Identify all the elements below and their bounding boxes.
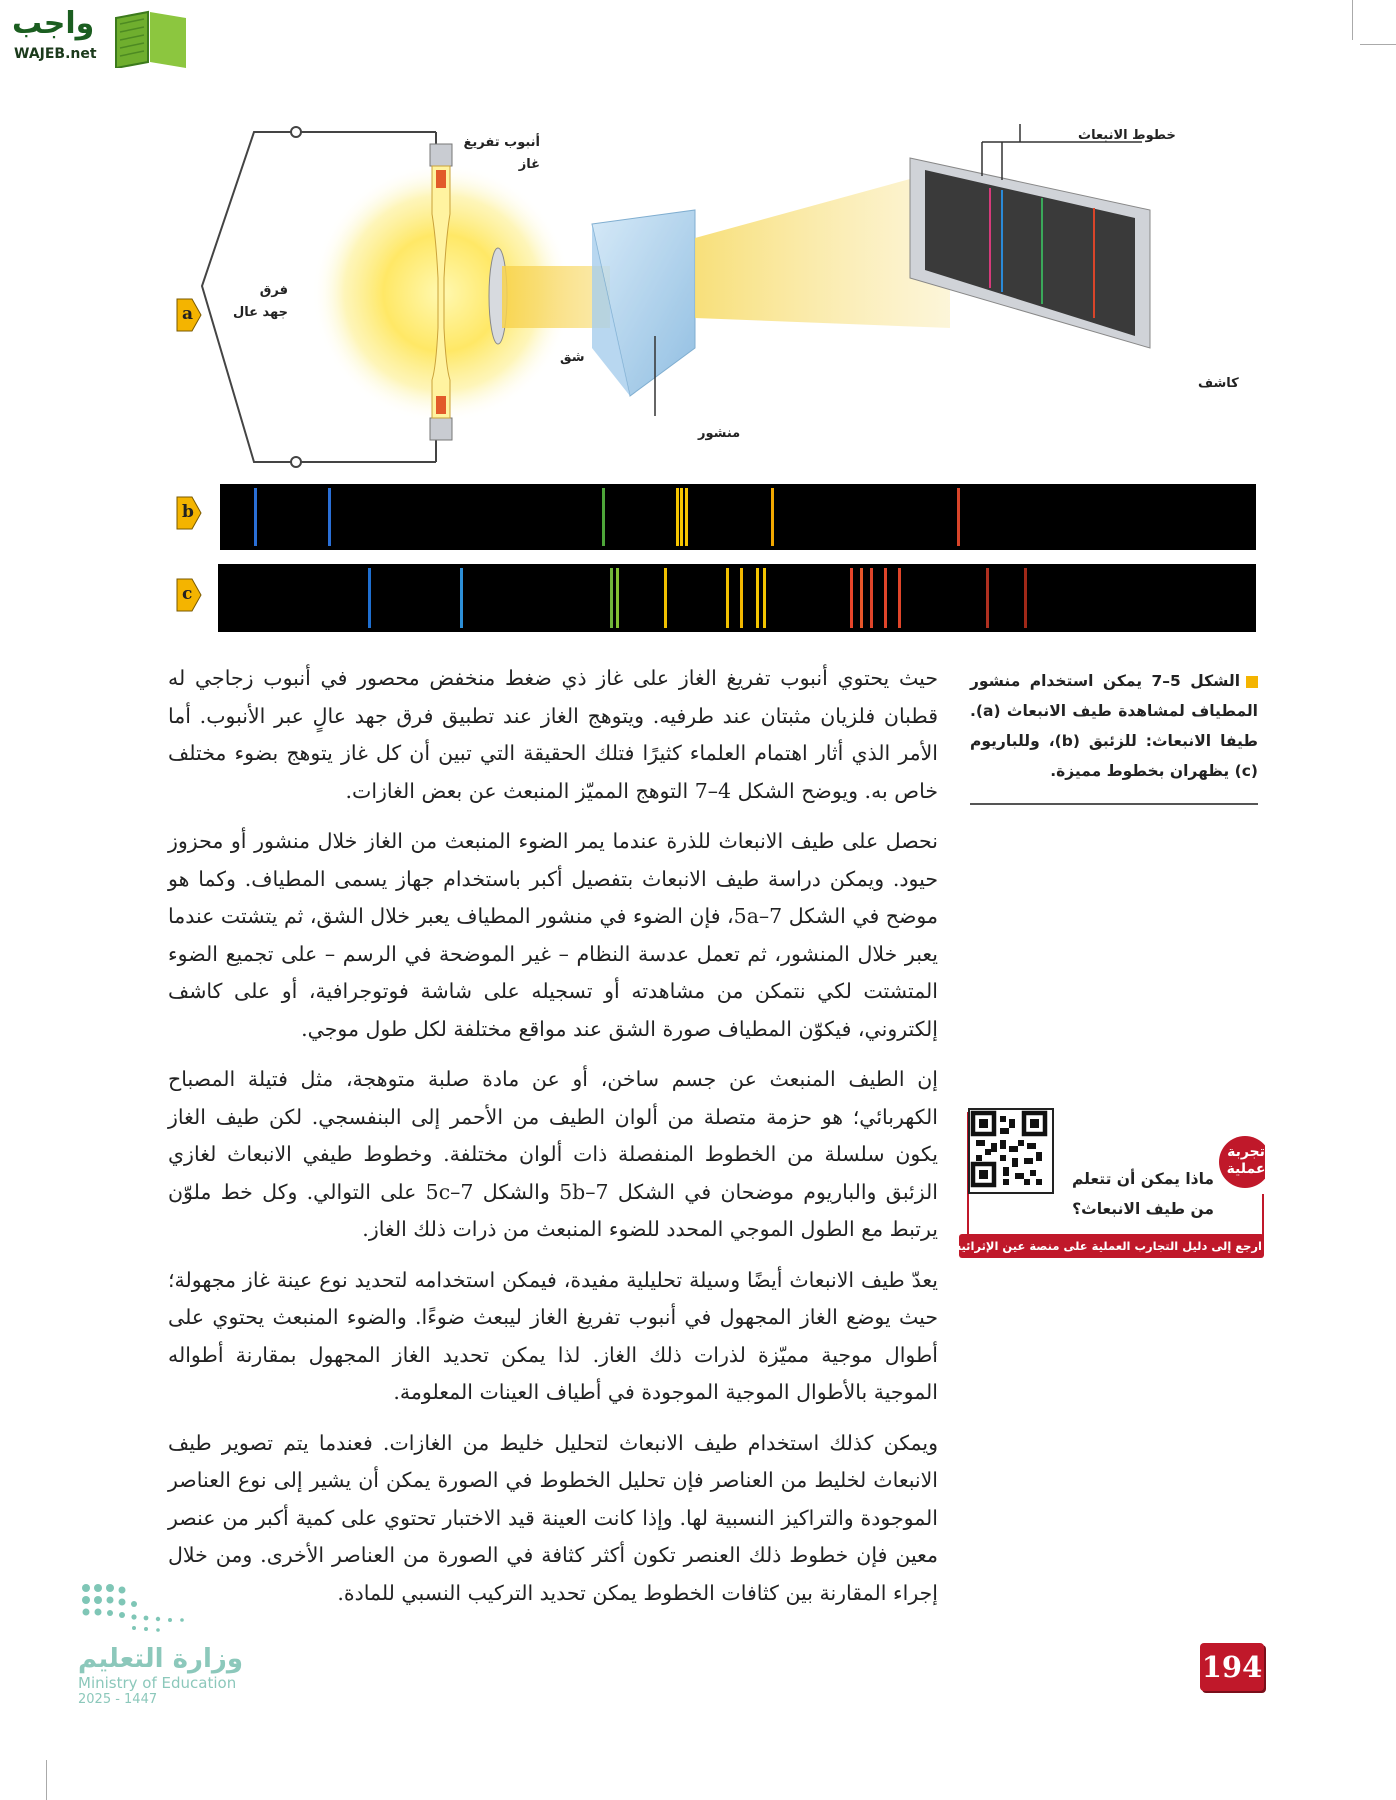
lab-tag: تجربة عملية (1226, 1144, 1266, 1177)
caption-text: يمكن استخدام منشور المطياف لمشاهدة طيف الانبعاث (a). طيفا الانبعاث: للزئبق (b)، وللباريوم (c) يظهران بخطوط مميزة. (970, 672, 1258, 780)
lab-question: ماذا يمكن أن تتعلم من طيف الانبعاث؟ (1072, 1170, 1214, 1218)
qr-code[interactable] (968, 1108, 1054, 1194)
spectral-line (771, 488, 774, 546)
ministry-year: 2025 - 1447 (78, 1692, 158, 1707)
spectral-line (616, 568, 619, 628)
tag-c (176, 578, 202, 612)
label-prism: منشور (698, 426, 741, 441)
ministry-arabic: وزارة التعليم (78, 1644, 243, 1674)
spectroscope-illustration (150, 118, 1270, 478)
label-gas-tube: أنبوب تفريغ غاز (463, 135, 540, 172)
figure-caption (970, 666, 1258, 786)
spectroscope-figure (150, 118, 1270, 478)
logo-arabic: واجب (12, 6, 95, 41)
crop-mark (1360, 44, 1396, 45)
spectral-line (860, 568, 863, 628)
tag-c-letter: c (182, 584, 193, 604)
logo-latin: WAJEB.net (14, 46, 97, 62)
tag-a-letter: a (182, 304, 194, 324)
body-text (168, 660, 938, 1625)
spectral-line (664, 568, 667, 628)
paragraph: يعدّ طيف الانبعاث أيضًا وسيلة تحليلية مفيدة، فيمكن استخدامه لتحديد نوع عينة غاز مجهولة؛ حيث يوضع الغاز المجهول في أنبوب تفريغ الغاز ليبعث ضوءًا. والضوء المنبعث يحتوي على أطوال موجية مميّزة لذرات ذلك الغاز. لذا يمكن تحديد الغاز المجهول بمقارنة أطواله الموجية بالأطوال الموجية الموجودة في أطياف العينات المعلومة. (168, 1267, 938, 1404)
label-emission-lines: خطوط الانبعاث (1078, 128, 1176, 143)
label-high-voltage: فرق جهد عال (232, 283, 288, 320)
spectral-line (884, 568, 887, 628)
lab-footer-link[interactable]: ارجع إلى دليل التجارب العملية على منصة عين الإثرائية (954, 1239, 1262, 1253)
ministry-english: Ministry of Education (78, 1674, 237, 1692)
tag-a (176, 298, 202, 332)
spectral-line (610, 568, 613, 628)
ministry-dots-icon (78, 1580, 188, 1636)
spectral-line (328, 488, 331, 546)
spectral-line (676, 488, 679, 546)
spectral-line (756, 568, 759, 628)
barium-spectrum (218, 564, 1256, 632)
paragraph: حيث يحتوي أنبوب تفريغ الغاز على غاز ذي ضغط منخفض محصور في أنبوب زجاجي له قطبان فلزيان مثبتان عند طرفيه. ويتوهج الغاز عند تطبيق فرق جهد عالٍ عبر الأنبوب. أما الأمر الذي أثار اهتمام العلماء كثيرًا فتلك الحقيقة التي تبين أن كل غاز يتوهج بضوء مختلف خاص به. ويوضح الشكل 4–7 التوهج المميّز المنبعث عن بعض الغازات. (168, 666, 938, 803)
label-detector: كاشف (1198, 376, 1239, 391)
mercury-spectrum (220, 484, 1256, 550)
spectral-line (763, 568, 766, 628)
caption-divider (970, 803, 1258, 805)
label-slit: شق (560, 350, 585, 365)
spectral-line (460, 568, 463, 628)
spectral-line (870, 568, 873, 628)
paragraph: ويمكن كذلك استخدام طيف الانبعاث لتحليل خليط من الغازات. فعندما يتم تصوير طيف الانبعاث لخليط من العناصر فإن تحليل الخطوط في الصورة يمكن أن يشير إلى نوع العناصر الموجودة والتراكيز النسبية لها. وإذا كانت العينة قيد الاختبار تحتوي على كمية أكبر من عنصر معين فإن خطوط ذلك العنصر تكون أكثر كثافة في الصورة من العناصر الأخرى. ومن خلال إجراء المقارنة بين كثافات الخطوط يمكن تحديد التركيب النسبي للمادة. (168, 1430, 938, 1605)
tag-b-letter: b (182, 502, 194, 522)
crop-mark (1352, 0, 1353, 40)
paragraph: إن الطيف المنبعث عن جسم ساخن، أو عن مادة صلبة متوهجة، مثل فتيلة المصباح الكهربائي؛ هو حزمة متصلة من ألوان الطيف من الأحمر إلى البنفسجي. لكن طيف الغاز يكون سلسلة من الخطوط المنفصلة ذات ألوان مختلفة. وخطوط طيفي الانبعاث لغازي الزئبق والباريوم موضحان في الشكل 5b–7 والشكل 5c–7 على التوالي. وكل خط ملوّن يرتبط مع الطول الموجي المحدد للضوء المنبعث من ذرات ذلك الغاز. (168, 1067, 938, 1241)
spectral-line (254, 488, 257, 546)
qr-code-icon (970, 1110, 1048, 1188)
spectral-line (898, 568, 901, 628)
spectral-line (726, 568, 729, 628)
spectral-line (850, 568, 853, 628)
caption-marker (1246, 676, 1258, 688)
ministry-logo (78, 1580, 278, 1707)
spectral-line (368, 568, 371, 628)
wajeb-logo (8, 4, 188, 68)
spectral-line (740, 568, 743, 628)
spectral-line (957, 488, 960, 546)
page-number: 194 (1200, 1643, 1264, 1691)
caption-figure-number: الشكل 5–7 (1151, 672, 1241, 690)
spectral-line (986, 568, 989, 628)
crop-mark (46, 1760, 47, 1800)
spectral-line (685, 488, 688, 546)
spectral-line (680, 488, 683, 546)
paragraph: نحصل على طيف الانبعاث للذرة عندما يمر الضوء المنبعث من الغاز خلال منشور أو محزوز حيود. ويمكن دراسة طيف الانبعاث بتفصيل أكبر باستخدام جهاز يسمى المطياف. وكما هو موضح في الشكل 5a–7، فإن الضوء في منشور المطياف يعبر خلال الشق، ثم يتشتت عندما يعبر خلال المنشور، ثم تعمل عدسة النظام – غير الموضحة في الرسم – على تجميع الضوء المتشتت لكي نتمكن من مشاهدته أو تسجيله على شاشة فوتوجرافية، أو على كاشف إلكتروني، فيكوّن المطياف صورة الشق عند مواقع مختلفة لكل طول موجي. (168, 829, 938, 1041)
spectral-line (1024, 568, 1027, 628)
tag-b (176, 496, 202, 530)
spectral-line (602, 488, 605, 546)
